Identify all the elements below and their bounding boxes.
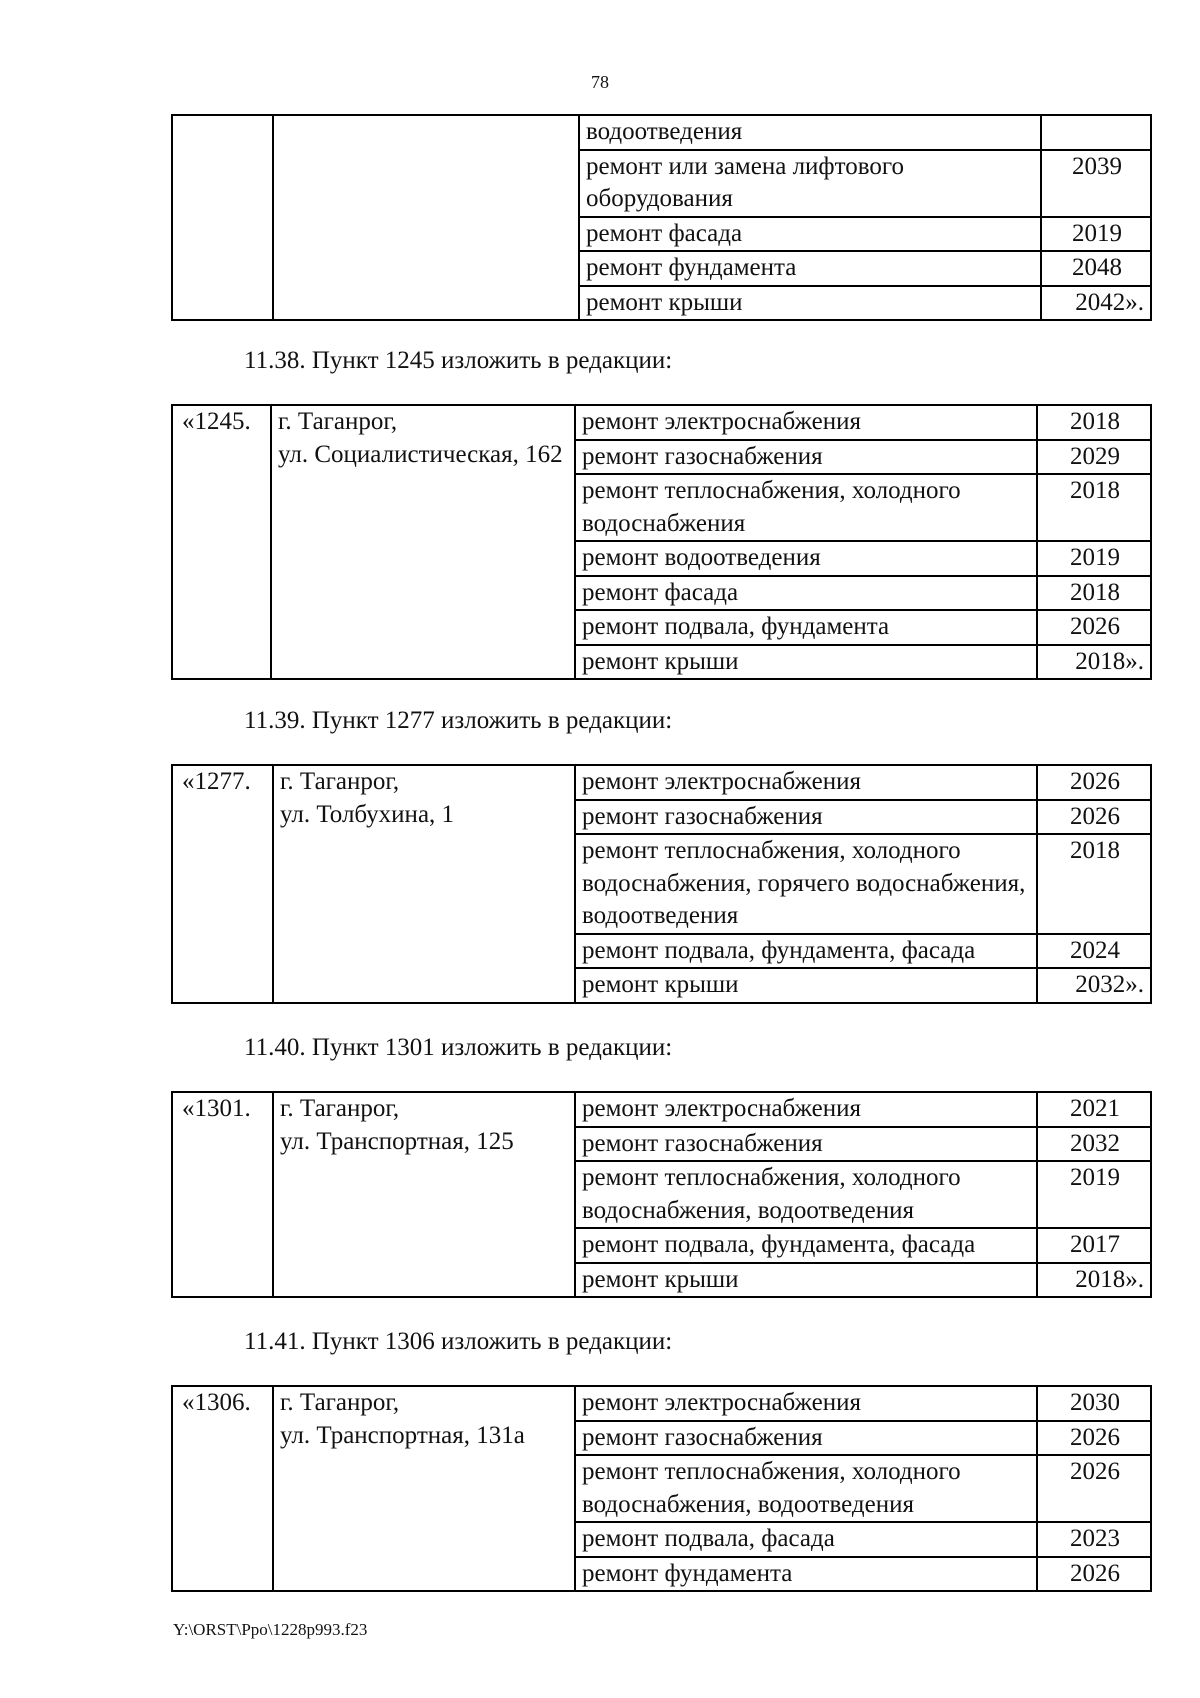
year-cell: 2019 bbox=[1041, 217, 1151, 252]
year-cell: 2048 bbox=[1041, 251, 1151, 286]
address-cell bbox=[273, 765, 575, 1003]
work-cell: ремонт газоснабжения bbox=[575, 1127, 1037, 1162]
year-cell: 2018 bbox=[1037, 576, 1151, 611]
work-cell: ремонт теплоснабжения, холодного водоснабжения bbox=[575, 474, 1037, 541]
work-cell: ремонт электроснабжения bbox=[575, 1386, 1037, 1421]
year-cell: 2018 bbox=[1037, 405, 1151, 440]
year-cell: 2026 bbox=[1037, 1557, 1151, 1592]
table-row bbox=[172, 115, 1151, 150]
number-cell: «1306. bbox=[172, 1386, 273, 1591]
year-cell: 2042». bbox=[1041, 286, 1151, 321]
year-cell: 2017 bbox=[1037, 1228, 1151, 1263]
number-cell: «1277. bbox=[172, 765, 273, 1003]
table-row bbox=[172, 405, 1151, 440]
work-cell: ремонт фундамента bbox=[575, 1557, 1037, 1592]
year-cell: 2026 bbox=[1037, 1421, 1151, 1456]
address-cell bbox=[273, 1092, 575, 1297]
section-heading: 11.38. Пункт 1245 изложить в редакции: bbox=[244, 347, 673, 374]
address-street: ул. Толбухина, 1 bbox=[280, 800, 455, 828]
work-cell: ремонт газоснабжения bbox=[575, 1421, 1037, 1456]
work-cell: ремонт газоснабжения bbox=[575, 440, 1037, 475]
address-cell bbox=[273, 1386, 575, 1591]
work-cell: ремонт фасада bbox=[579, 217, 1041, 252]
page-number: 78 bbox=[591, 72, 609, 92]
address-cell bbox=[271, 405, 575, 679]
year-cell: 2023 bbox=[1037, 1522, 1151, 1557]
work-cell: ремонт подвала, фундамента, фасада bbox=[575, 934, 1037, 969]
year-cell bbox=[1041, 115, 1151, 150]
work-cell: ремонт электроснабжения bbox=[575, 1092, 1037, 1127]
year-cell: 2039 bbox=[1041, 150, 1151, 217]
year-cell: 2018 bbox=[1037, 474, 1151, 541]
work-cell: ремонт теплоснабжения, холодного водоснабжения, водоотведения bbox=[575, 1161, 1037, 1228]
work-cell: ремонт подвала, фундамента bbox=[575, 610, 1037, 645]
work-cell: ремонт электроснабжения bbox=[575, 765, 1037, 800]
item-1245-table bbox=[171, 404, 1152, 680]
work-cell: ремонт крыши bbox=[575, 968, 1037, 1003]
year-cell: 2026 bbox=[1037, 765, 1151, 800]
year-cell: 2024 bbox=[1037, 934, 1151, 969]
number-cell: «1245. bbox=[172, 405, 271, 679]
year-cell: 2030 bbox=[1037, 1386, 1151, 1421]
work-cell: ремонт водоотведения bbox=[575, 541, 1037, 576]
work-cell: ремонт крыши bbox=[579, 286, 1041, 321]
work-cell: ремонт или замена лифтового оборудования bbox=[579, 150, 1041, 217]
table-row bbox=[172, 765, 1151, 800]
address-city: г. Таганрог, bbox=[280, 1095, 400, 1122]
number-cell: «1301. bbox=[172, 1092, 273, 1297]
work-cell: ремонт фундамента bbox=[579, 251, 1041, 286]
continuation-table bbox=[171, 114, 1152, 321]
work-cell: ремонт подвала, фундамента, фасада bbox=[575, 1228, 1037, 1263]
year-cell: 2029 bbox=[1037, 440, 1151, 475]
year-cell: 2018». bbox=[1037, 645, 1151, 680]
year-cell: 2026 bbox=[1037, 800, 1151, 835]
work-cell: ремонт крыши bbox=[575, 1263, 1037, 1298]
year-cell: 2019 bbox=[1037, 541, 1151, 576]
address-street: ул. Социалистическая, 162 bbox=[278, 440, 563, 468]
year-cell: 2032 bbox=[1037, 1127, 1151, 1162]
work-cell: водоотведения bbox=[579, 115, 1041, 150]
year-cell: 2026 bbox=[1037, 1455, 1151, 1522]
address-city: г. Таганрог, bbox=[280, 768, 400, 795]
item-1277-table bbox=[171, 764, 1152, 1004]
address-city: г. Таганрог, bbox=[278, 408, 398, 435]
item-1301-table bbox=[171, 1091, 1152, 1298]
section-heading: 11.41. Пункт 1306 изложить в редакции: bbox=[244, 1328, 673, 1355]
year-cell: 2019 bbox=[1037, 1161, 1151, 1228]
file-path-footer: Y:\ORST\Ppo\1228p993.f23 bbox=[173, 1620, 368, 1639]
section-heading: 11.40. Пункт 1301 изложить в редакции: bbox=[244, 1034, 673, 1061]
year-cell: 2018». bbox=[1037, 1263, 1151, 1298]
table-row bbox=[172, 1386, 1151, 1421]
work-cell: ремонт крыши bbox=[575, 645, 1037, 680]
work-cell: ремонт электроснабжения bbox=[575, 405, 1037, 440]
work-cell: ремонт подвала, фасада bbox=[575, 1522, 1037, 1557]
address-street: ул. Транспортная, 131а bbox=[280, 1421, 525, 1449]
address-city: г. Таганрог, bbox=[280, 1389, 400, 1416]
table-row bbox=[172, 1092, 1151, 1127]
work-cell: ремонт фасада bbox=[575, 576, 1037, 611]
item-1306-table bbox=[171, 1385, 1152, 1592]
work-cell: ремонт теплоснабжения, холодного водоснабжения, горячего водоснабжения, водоотведения bbox=[575, 834, 1037, 934]
work-cell: ремонт газоснабжения bbox=[575, 800, 1037, 835]
work-cell: ремонт теплоснабжения, холодного водоснабжения, водоотведения bbox=[575, 1455, 1037, 1522]
year-cell: 2018 bbox=[1037, 834, 1151, 934]
year-cell: 2026 bbox=[1037, 610, 1151, 645]
address-street: ул. Транспортная, 125 bbox=[280, 1127, 514, 1155]
year-cell: 2021 bbox=[1037, 1092, 1151, 1127]
number-cell bbox=[172, 115, 273, 320]
address-cell bbox=[273, 115, 579, 320]
section-heading: 11.39. Пункт 1277 изложить в редакции: bbox=[244, 707, 673, 734]
year-cell: 2032». bbox=[1037, 968, 1151, 1003]
